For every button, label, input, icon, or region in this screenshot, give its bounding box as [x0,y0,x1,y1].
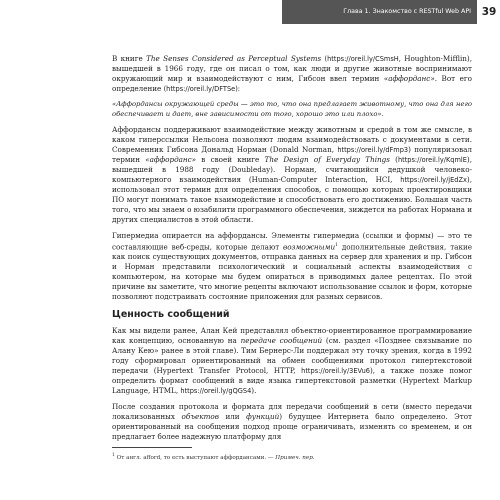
paragraph-2 [112,125,472,225]
footnote-divider [112,447,192,448]
link[interactable]: https://oreil.ly/jEdZx [400,176,467,184]
paragraph-4 [112,326,472,396]
link[interactable]: https://oreil.ly/gQGS4 [180,387,252,396]
emphasis: объектов [181,412,219,422]
page-number: 39 [481,6,497,18]
book-title: The Senses Considered as Perceptual Systems [146,54,322,63]
text: дополнительные действия, такие как поиск существующих документов, отправка данных на сервер для хранения и пр. Гибсон и Норман представили психологический и социальный аспекты взаимодействия с компьютером, на которые мы будем опираться в приводимых далее рецептах. По этой причине вы заметите, что многие рецепты включают использование ссылок и форм, которые позволяют подстраивать состояние приложения для разных сервисов. [112,242,472,302]
link[interactable]: (https://oreil.ly/DFTSe): [163,85,240,93]
text: Гипермедиа опирается на аффордансы. Элементы гипермедиа (ссылки и формы) — это те составляющие веб-среды, которые делают [112,231,472,252]
text: . Вот его определение [112,74,472,93]
text: ). [251,386,257,396]
text: ) будущее Интернета было определено. Этот ориентированный на сообщения подход проще ограничивать, изменять со временем, и он предлагает более надежную платформу для [112,412,472,442]
running-header [0,0,500,26]
emphasis: передаче сообщений [240,336,323,346]
emphasis: функций [246,412,280,422]
text: После создания протокола и формата для передачи сообщений в сети (вместо передачи локализованных [112,402,472,422]
text: ) популяризовал термин [112,145,472,164]
link[interactable]: https://oreil.ly/3EVu6 [301,367,370,376]
paragraph-3 [112,231,472,302]
text: Аффордансы поддерживают взаимодействие между животным и средой в том же смысле, в каком гиперссылки Нельсона позволяют людям взаимодействовать с документами в сети. Современник Гибсона Дональд Норман (Donald Norman, [112,125,472,154]
text: в своей книге [196,155,265,164]
text: ), а также позже помог определить формат сообщений в виде языка гипертекстовой разметки (Hypertext Markup Language, HTML, [112,366,472,396]
chapter-title: Глава 1. Знакомство с RESTful Web API [282,0,477,24]
text: Houghton-Mifflin), вышедшей в 1966 году, где он писал о том, как люди и другие животные воспринимают окружающий мир и взаимодействуют с ним, Гибсон ввел термин [112,54,473,83]
paragraph-5 [112,402,472,442]
paragraph-1 [112,54,472,94]
text: ( [389,155,398,164]
footnote-ref[interactable]: 1 [335,243,338,248]
text: ), вышедшей в 1988 году (Doubleday). Норман, считающийся дедушкой человеко-компьютерного взаимодействия (Human-Computer Interaction, HCI, [112,155,472,184]
block-quote: «Аффордансы окружающей среды — это то, что она предлагает животному, что она для него обеспечивает и дает, вне зависимости от того, хорошо это или плохо». [112,100,472,118]
text: (см. раздел «Позднее связывание по Алану Кею» ранее в этой главе). Тим Бернерс-Ли поддержал эту точку зрения, когда в 1992 году сформировал ориентированный на обмен сообщениями протокол гипертекстовой передачи (Hypertext Transfer Protocol, HTTP, [112,336,472,376]
page-body [112,54,472,448]
footnote-number: 1 [112,453,115,458]
term: «аффорданс» [145,155,197,164]
text: или [218,412,247,422]
footnote-note: Примеч. пер. [275,454,315,461]
link[interactable]: https://oreil.ly/KqmlE [397,156,467,164]
book-title: The Design of Everyday Things [264,155,390,164]
term: «аффорданс» [383,74,435,83]
emphasis: возможными [283,242,336,252]
text: ), использовал этот термин для определения способов, с помощью которых проектировщики ПО могут понимать такое взаимодействие и способствовать его достижению. Большая часть того, что мы знаем о юзабилити программного обеспечения, зиждется на работах Нормана и других специалистов в этой области. [112,175,472,224]
text: В книге [112,54,147,63]
section-heading: Ценность сообщений [112,309,230,321]
footnote-text: От англ. afford, то есть выступают аффордансами. — [116,454,276,461]
footnote [112,452,472,462]
link[interactable]: (https://oreil.ly/CSmsH, [324,55,401,63]
link[interactable]: https://oreil.ly/dFmp3 [337,146,409,154]
text: Как мы видели ранее, Алан Кей представлял объектно-ориентированное программирование как концепцию, основанную на [112,326,472,346]
